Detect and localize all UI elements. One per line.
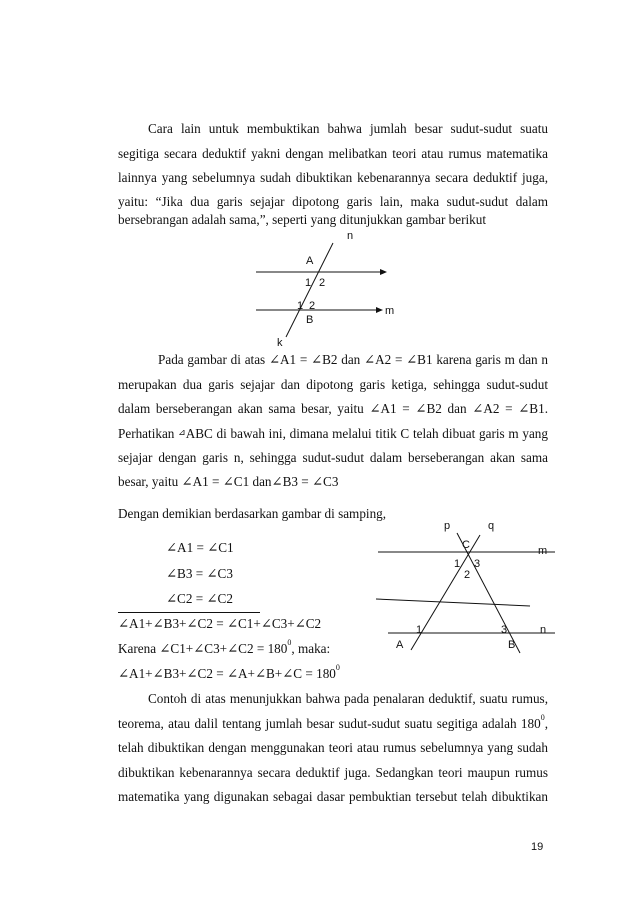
arrow-n (380, 269, 387, 275)
label-n: n (347, 230, 354, 242)
label-B3: 3 (501, 624, 508, 636)
label-C1: 1 (454, 558, 461, 570)
triangle-figure (370, 515, 570, 655)
para1-line: lainnya yang sebelumnya sudah dibuktikan kebenarannya secara deduktif juga, (118, 170, 548, 185)
equation: ∠B3 = ∠C3 (166, 566, 233, 581)
label-A: A (396, 639, 404, 651)
para1-line: Cara lain untuk membuktikan bahwa jumlah besar sudut-sudut suatu (148, 121, 548, 136)
label-B: B (508, 639, 516, 651)
para1-line: segitiga secara deduktif yakni dengan melibatkan teori atau rumus matematika (118, 146, 548, 161)
para3-line: Contoh di atas menunjukkan bahwa pada penalaran deduktif, suatu rumus, (148, 691, 548, 706)
final-equation (118, 663, 340, 682)
label-m: m (385, 305, 395, 317)
karena-suffix: , maka: (291, 641, 331, 656)
equation: ∠A1 = ∠C1 (166, 540, 234, 555)
label-C2: 2 (464, 569, 471, 581)
para2-line4-rest: ABC di bawah ini, dimana melalui titik C telah dibuat garis m yang (185, 426, 548, 441)
para3-line: telah dibuktikan dengan menggunakan teori atau rumus sebelumnya yang sudah (118, 740, 548, 755)
label-C: C (462, 539, 470, 551)
para2-line: sejajar dengan garis n, sehingga sudut-sudut dalam berseberangan akan sama (118, 450, 548, 465)
label-B1: 1 (297, 300, 304, 312)
degree-sup: 0 (287, 638, 292, 647)
label-k: k (277, 337, 283, 349)
para2-line (118, 426, 548, 442)
label-A2: 2 (319, 277, 326, 289)
final-text: ∠A1+∠B3+∠C2 = ∠A+∠B+∠C = 180 (118, 666, 336, 681)
para3-line (118, 713, 548, 732)
crossing-line (376, 599, 530, 606)
label-A1: 1 (416, 624, 423, 636)
label-A1: 1 (305, 277, 312, 289)
page-number: 19 (531, 841, 544, 853)
para2-line: merupakan dua garis sejajar dan dipotong garis ketiga, sehingga sudut-sudut (118, 377, 548, 392)
para1-line: yaitu: “Jika dua garis sejajar dipotong garis lain, maka sudut-sudut dalam (118, 194, 548, 209)
para2-line: dalam berseberangan akan sama besar, yaitu ∠A1 = ∠B2 dan ∠A2 = ∠B1. (118, 401, 548, 416)
triangle-symbol: ⊿ (178, 427, 186, 437)
para3-line: dibuktikan kebenarannya secara deduktif juga. Sedangkan teori maupun rumus (118, 765, 548, 780)
degree-sup: 0 (540, 713, 545, 722)
equation: ∠C2 = ∠C2 (166, 591, 233, 606)
intro-line: Dengan demikian berdasarkan gambar di samping, (118, 506, 387, 521)
arrow-m (376, 307, 383, 313)
para3-comma: , (544, 716, 548, 731)
para2-perhatikan: Perhatikan (118, 426, 175, 441)
label-p: p (444, 520, 451, 532)
label-n: n (540, 624, 547, 636)
label-C3: 3 (474, 558, 481, 570)
para3-line: matematika yang digunakan sebagai dasar pembuktian tersebut telah dibuktikan (118, 789, 548, 804)
label-q: q (488, 520, 495, 532)
parallel-lines-figure (250, 225, 410, 350)
karena-text: Karena ∠C1+∠C3+∠C2 = 180 (118, 641, 288, 656)
label-B2: 2 (309, 300, 316, 312)
karena-equation (118, 638, 331, 657)
line-q (457, 533, 520, 653)
sum-rule (118, 612, 260, 613)
para2-line: Pada gambar di atas ∠A1 = ∠B2 dan ∠A2 = ∠B1 karena garis m dan n (158, 352, 548, 367)
para3-line2-text: teorema, atau dalil tentang jumlah besar sudut-sudut suatu segitiga adalah 180 (118, 716, 541, 731)
degree-sup: 0 (335, 663, 340, 672)
label-m: m (538, 545, 548, 557)
sum-equation: ∠A1+∠B3+∠C2 = ∠C1+∠C3+∠C2 (118, 616, 322, 631)
para1-line: bersebrangan adalah sama,”, seperti yang ditunjukkan gambar berikut (118, 212, 487, 227)
label-B: B (306, 314, 314, 326)
para2-line: besar, yaitu ∠A1 = ∠C1 dan∠B3 = ∠C3 (118, 474, 339, 489)
label-A: A (306, 255, 314, 267)
